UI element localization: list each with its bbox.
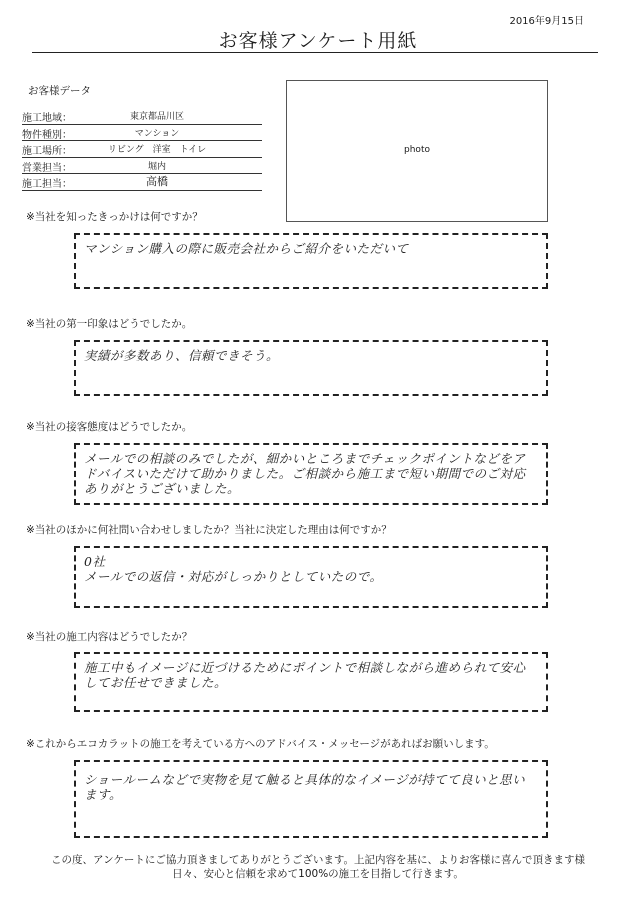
info-row-location — [22, 141, 262, 158]
info-row-property-type — [22, 125, 262, 142]
info-row-sales-rep — [22, 158, 262, 175]
photo-placeholder — [286, 80, 548, 222]
info-label: 施工場所： — [22, 146, 72, 158]
answer-box-1 — [74, 233, 548, 289]
closing-line-1: この度、アンケートにご協力頂きましてありがとうございます。上記内容を基に、よりお客様に喜んで頂きます様 — [50, 854, 586, 866]
answer-box-2 — [74, 340, 548, 396]
customer-data-table — [22, 108, 262, 191]
info-value: リビング 洋室 トイレ — [107, 145, 207, 156]
answer-box-3 — [74, 443, 548, 505]
info-value: 堀内 — [147, 161, 166, 172]
answer-box-5 — [74, 652, 548, 712]
closing-line-2: 日々、安心と信頼を求めて100%の施工を目指して行きます。 — [172, 868, 464, 880]
question-2: ※当社の第一印象はどうでしたか。 — [26, 318, 193, 330]
answer-text-6: ショールームなどで実物を見て触ると具体的なイメージが持てて良いと思います。 — [84, 772, 526, 802]
info-row-area — [22, 108, 262, 125]
question-6: ※これからエコカラットの施工を考えている方へのアドバイス・メッセージがあればお願いします。 — [26, 738, 495, 750]
info-value: マンション — [134, 128, 180, 139]
question-5: ※当社の施工内容はどうでしたか？ — [26, 631, 193, 643]
question-3: ※当社の接客態度はどうでしたか。 — [26, 421, 193, 433]
title-underline — [32, 52, 598, 53]
info-value: 東京都品川区 — [129, 112, 184, 122]
answer-text-1: マンション購入の際に販売会社からご紹介をいただいて — [84, 241, 409, 256]
closing-message — [20, 853, 616, 881]
answer-box-4 — [74, 546, 548, 608]
question-1: ※当社を知ったきっかけは何ですか？ — [26, 211, 203, 223]
survey-date: 2016年9月15日 — [509, 16, 584, 27]
page-title: お客様アンケート用紙 — [218, 30, 418, 52]
customer-data-heading: お客様データ — [28, 85, 91, 97]
info-label: 営業担当： — [22, 162, 72, 174]
answer-text-3: メールでの相談のみでしたが、細かいところまでチェックポイントなどをアドバイスいただけて助かりました。ご相談から施工まで短い期間でのご対応ありがとうございました。 — [84, 451, 526, 496]
question-4: ※当社のほかに何社問い合わせしましたか？当社に決定した理由は何ですか？ — [26, 524, 392, 536]
info-label: 物件種別： — [22, 129, 72, 141]
info-value: 高橋 — [146, 175, 168, 189]
answer-box-6 — [74, 760, 548, 838]
info-row-installer — [22, 174, 262, 191]
answer-text-4: 0社 メールでの返信・対応がしっかりとしていたので。 — [84, 554, 383, 584]
info-label: 施工担当： — [22, 179, 72, 191]
photo-label: photo — [404, 145, 430, 155]
answer-text-5: 施工中もイメージに近づけるためにポイントで相談しながら進められて安心してお任せできました。 — [84, 660, 526, 690]
info-label: 施工地域： — [22, 113, 72, 124]
answer-text-2: 実績が多数あり、信頼できそう。 — [84, 348, 280, 363]
